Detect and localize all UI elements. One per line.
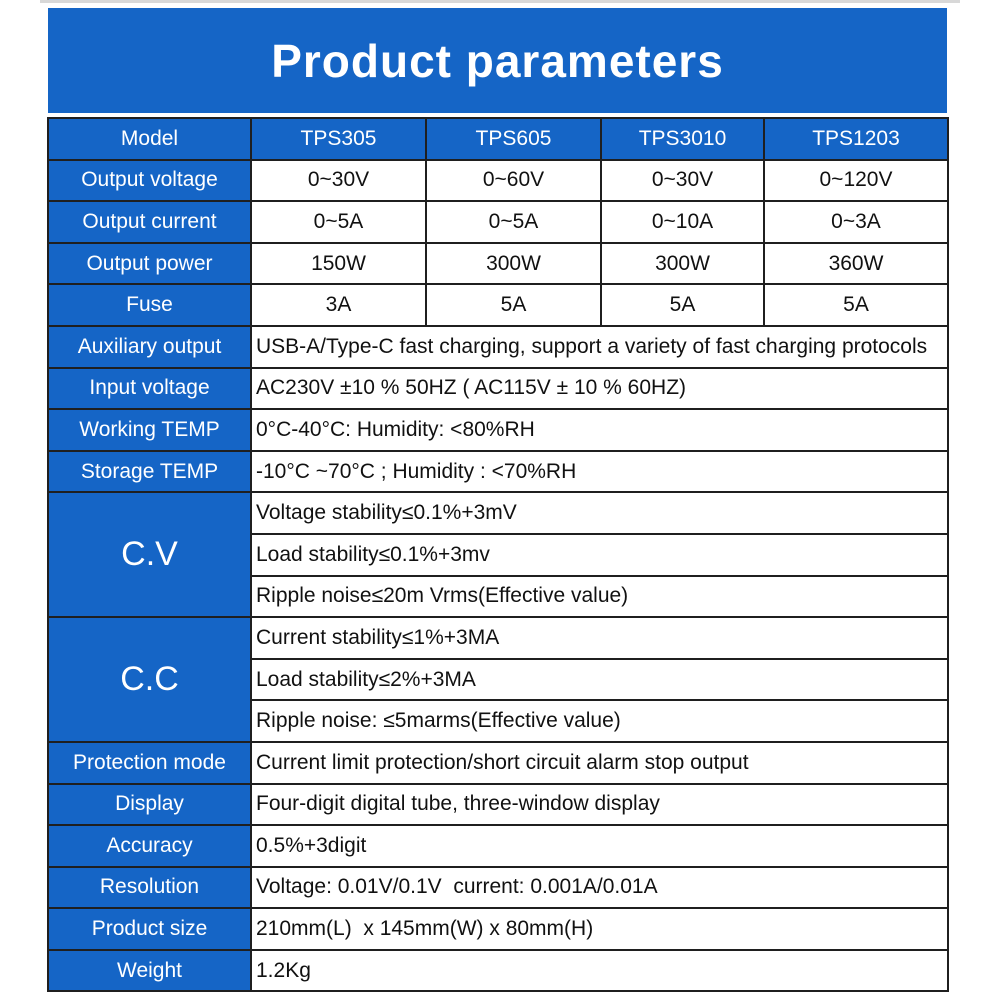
cc-item-cell: Load stability≤2%+3MA: [251, 659, 948, 701]
model-value-cell: TPS305: [251, 118, 426, 160]
spec-label-cell: Output power: [48, 243, 251, 285]
row-cc-1: [48, 617, 948, 659]
spec-value-cell: 0~5A: [251, 201, 426, 243]
cv-item-cell: Load stability≤0.1%+3mv: [251, 534, 948, 576]
spec-value-cell: 5A: [764, 284, 948, 326]
row-auxiliary-output: [48, 326, 948, 368]
row-output-power: [48, 243, 948, 285]
spec-label-cell: Accuracy: [48, 825, 251, 867]
cc-group-label-cell: C.C: [48, 617, 251, 742]
spec-value-cell: 0.5%+3digit: [251, 825, 948, 867]
spec-value-cell: 5A: [426, 284, 601, 326]
row-protection-mode: [48, 742, 948, 784]
model-value-cell: TPS1203: [764, 118, 948, 160]
spec-value-cell: USB-A/Type-C fast charging, support a variety of fast charging protocols: [251, 326, 948, 368]
model-value-cell: TPS3010: [601, 118, 764, 160]
spec-value-cell: 0~30V: [601, 160, 764, 202]
cv-item-cell: Ripple noise≤20m Vrms(Effective value): [251, 576, 948, 618]
cv-group-label-cell: C.V: [48, 492, 251, 617]
row-model: [48, 118, 948, 160]
spec-value-cell: 360W: [764, 243, 948, 285]
row-input-voltage: [48, 368, 948, 410]
spec-label-cell: Output voltage: [48, 160, 251, 202]
row-storage-temp: [48, 451, 948, 493]
row-fuse: [48, 284, 948, 326]
row-resolution: [48, 867, 948, 909]
spec-value-cell: 0°C-40°C: Humidity: <80%RH: [251, 409, 948, 451]
spec-value-cell: Current limit protection/short circuit alarm stop output: [251, 742, 948, 784]
cc-item-cell: Current stability≤1%+3MA: [251, 617, 948, 659]
cv-item-cell: Voltage stability≤0.1%+3mV: [251, 492, 948, 534]
spec-label-cell: Auxiliary output: [48, 326, 251, 368]
model-label-cell: Model: [48, 118, 251, 160]
top-edge-artifact: [40, 0, 960, 3]
spec-value-cell: 0~5A: [426, 201, 601, 243]
spec-value-cell: Voltage: 0.01V/0.1V current: 0.001A/0.01A: [251, 867, 948, 909]
spec-label-cell: Weight: [48, 950, 251, 992]
spec-label-cell: Resolution: [48, 867, 251, 909]
spec-value-cell: 0~60V: [426, 160, 601, 202]
spec-label-cell: Fuse: [48, 284, 251, 326]
row-display: [48, 784, 948, 826]
cc-item-cell: Ripple noise: ≤5marms(Effective value): [251, 700, 948, 742]
spec-value-cell: 5A: [601, 284, 764, 326]
spec-value-cell: 0~120V: [764, 160, 948, 202]
spec-label-cell: Input voltage: [48, 368, 251, 410]
spec-label-cell: Working TEMP: [48, 409, 251, 451]
page-title: Product parameters: [271, 34, 724, 87]
spec-value-cell: 0~30V: [251, 160, 426, 202]
title-banner: [48, 8, 947, 113]
spec-label-cell: Storage TEMP: [48, 451, 251, 493]
parameters-table: [47, 117, 949, 992]
row-accuracy: [48, 825, 948, 867]
spec-value-cell: 0~3A: [764, 201, 948, 243]
row-output-current: [48, 201, 948, 243]
spec-label-cell: Protection mode: [48, 742, 251, 784]
spec-value-cell: 0~10A: [601, 201, 764, 243]
row-output-voltage: [48, 160, 948, 202]
spec-value-cell: 150W: [251, 243, 426, 285]
spec-label-cell: Display: [48, 784, 251, 826]
row-working-temp: [48, 409, 948, 451]
spec-value-cell: 300W: [601, 243, 764, 285]
row-product-size: [48, 908, 948, 950]
spec-label-cell: Product size: [48, 908, 251, 950]
row-cv-1: [48, 492, 948, 534]
spec-value-cell: 3A: [251, 284, 426, 326]
spec-value-cell: AC230V ±10 % 50HZ ( AC115V ± 10 % 60HZ): [251, 368, 948, 410]
spec-label-cell: Output current: [48, 201, 251, 243]
spec-value-cell: 1.2Kg: [251, 950, 948, 992]
spec-value-cell: -10°C ~70°C ; Humidity : <70%RH: [251, 451, 948, 493]
model-value-cell: TPS605: [426, 118, 601, 160]
row-weight: [48, 950, 948, 992]
spec-value-cell: 300W: [426, 243, 601, 285]
spec-value-cell: Four-digit digital tube, three-window display: [251, 784, 948, 826]
spec-value-cell: 210mm(L) x 145mm(W) x 80mm(H): [251, 908, 948, 950]
